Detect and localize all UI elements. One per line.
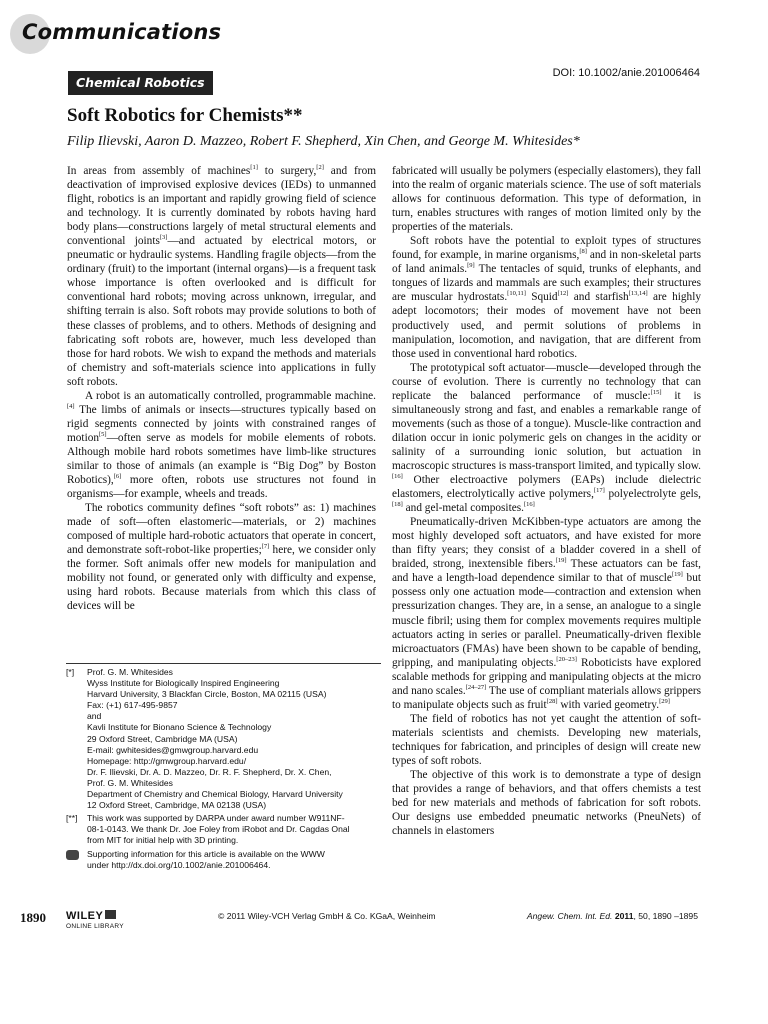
footnote-star-mark: [*] (66, 667, 75, 677)
body-column-right (392, 164, 701, 838)
citation-marker[interactable]: [16] (392, 473, 403, 481)
footnote-funding-text (87, 813, 381, 846)
footnote-line: Kavli Institute for Bionano Science & Technology (87, 722, 272, 733)
body-column-left (67, 164, 376, 614)
footnote-affiliation (66, 667, 381, 811)
footnote-line: from MIT for initial help with 3D printing. (87, 835, 239, 846)
citation-marker[interactable]: [19] (555, 557, 567, 565)
page-number: 1890 (20, 910, 46, 925)
citation-marker[interactable]: [6] (113, 473, 122, 481)
footnote-supporting-text (87, 849, 381, 871)
body-paragraph: The prototypical soft actuator—muscle—developed through the course of evolution. There is currently no technology that can replicate the balanced performance of muscle:[15] it is simultaneously strong and fast, and enables a remarkable range of movements (such as those of a tongue). Muscle-like contraction and dilation occur in ionic polymeric gels on changes in the acidity or salinity of a surrounding ionic solution, but actuation in macroscopic structures is mass-transport limited, and typically slow.[16] Other electroactive polymers (EAPs) include dielectric elastomers, electrolytically active polymers,[17] polyelectrolyte gels,[18] and gel-metal composites.[16] (392, 361, 701, 515)
journal-citation (527, 911, 698, 921)
wiley-logo-subtext: ONLINE LIBRARY (66, 923, 124, 930)
citation-marker[interactable]: [8] (579, 248, 587, 256)
footnote-rule (66, 663, 381, 664)
wiley-book-icon (105, 910, 116, 919)
journal-volume-pages: , 50, 1890 –1895 (633, 911, 698, 921)
journal-year: 2011 (614, 911, 634, 921)
supporting-info-icon (66, 849, 87, 871)
citation-marker[interactable]: [10,11] (507, 290, 526, 298)
article-authors: Filip Ilievski, Aaron D. Mazzeo, Robert F. Shepherd, Xin Chen, and George M. Whitesides* (67, 134, 580, 149)
citation-marker[interactable]: [4] (67, 403, 75, 411)
citation-marker[interactable]: [15] (650, 388, 662, 396)
citation-marker[interactable]: [12] (557, 290, 569, 298)
footnote-line: Dr. F. Ilievski, Dr. A. D. Mazzeo, Dr. R. F. Shepherd, Dr. X. Chen, (87, 766, 332, 777)
citation-marker[interactable]: [3] (159, 234, 168, 242)
wiley-logo (66, 906, 124, 930)
footnote-funding-mark: [**] (66, 813, 78, 824)
citation-marker[interactable]: [20–23] (556, 655, 577, 663)
footnote-line: This work was supported by DARPA under award number W911NF- (87, 813, 345, 824)
body-paragraph: The robotics community defines “soft robots” as: 1) machines made of soft—often elastomeric—materials, or 2) machines composed of multiple hard-robotic actuators that operate in concert, and demonstrate soft-robot-like properties;[7] here, we consider only the former. Soft animals offer new models for manipulation and mobility not found, or generated only with difficulty and expense, using hard robots. Because materials from which this class of devices will be (67, 502, 377, 613)
body-paragraph: The objective of this work is to demonstrate a type of design that provides a range of behaviors, and that offers chemists a test bed for new materials and methods of fabrication for soft robots. Our designs use embedded pneumatic networks (PneuNets) of channels in elastomers (392, 769, 701, 838)
citation-marker[interactable]: [18] (392, 501, 403, 509)
footnote-funding (66, 813, 381, 846)
citation-marker[interactable]: [13,14] (628, 290, 648, 298)
footnote-line: Wyss Institute for Biologically Inspired Engineering (87, 678, 280, 689)
footnote-line: 08-1-0143. We thank Dr. Joe Foley from iRobot and Dr. Cagdas Onal (87, 824, 350, 835)
wiley-logo-text: WILEY (66, 910, 104, 922)
citation-marker[interactable]: [7] (261, 543, 270, 551)
footnote-line: under http://dx.doi.org/10.1002/anie.201006464. (87, 859, 271, 870)
citation-marker[interactable]: [2] (316, 164, 324, 172)
footnote-line: Harvard University, 3 Blackfan Circle, Boston, MA 02115 (USA) (87, 689, 327, 700)
doi-text[interactable]: DOI: 10.1002/anie.201006464 (552, 67, 700, 79)
footnote-supporting-info (66, 849, 381, 871)
footnote-line: Supporting information for this article is available on the WWW (87, 848, 325, 859)
body-paragraph: The field of robotics has not yet caught the attention of soft-materials scientists and chemists. Developing new materials, techniques for fabrication, and principles of design will create new types of soft robots. (392, 712, 701, 767)
article-title: Soft Robotics for Chemists** (67, 105, 303, 126)
footnote-line: E-mail: gwhitesides@gmwgroup.harvard.edu (87, 744, 259, 755)
body-paragraph: Pneumatically-driven McKibben-type actuators are among the most highly developed soft actuators, and have existed for more than fifty years; they consist of a bladder covered in a shell of braided, strong, inextensible fibers.[19] These actuators can be fast, and have a length-load dependence similar to that of muscle[19] but possess only one actuation mode—contraction and extension when pressurization changes. They are, in a sense, an analogue to a single muscle fibril; using them for complex movements requires multiple actuators acting in series or parallel. Pneumatically-driven flexible microactuators (FMAs) have been shown to be capable of bending, gripping, and manipulating objects.[20–23] Roboticists have explored scalable methods for gripping and manipulating objects at the micro and nano scales.[24–27] The use of compliant materials allows grippers to manipulate objects such as fruit[28] with varied geometry.[29] (392, 516, 702, 711)
citation-marker[interactable]: [28] (546, 698, 558, 706)
citation-marker[interactable]: [16] (523, 501, 535, 509)
footnote-line: Prof. G. M. Whitesides (87, 777, 173, 788)
citation-marker[interactable]: [24–27] (465, 683, 487, 691)
body-paragraph: fabricated will usually be polymers (especially elastomers), they fall into the realm of organic materials science. The use of soft materials allows for continuous deformation. This type of deformation, in turn, enables structures with ranges of motion limited only by the properties of the materials. (392, 165, 701, 234)
section-heading: Communications (22, 20, 222, 44)
citation-marker[interactable]: [17] (593, 487, 605, 495)
footnote-line: Fax: (+1) 617-495-9857 (87, 700, 178, 711)
journal-name: Angew. Chem. Int. Ed. (526, 911, 613, 921)
footnote-line: 29 Oxford Street, Cambridge MA (USA) (87, 733, 238, 744)
footnote-line: 12 Oxford Street, Cambridge, MA 02138 (USA) (87, 800, 267, 811)
footnote-line: Homepage: http://gmwgroup.harvard.edu/ (87, 755, 247, 766)
body-paragraph: In areas from assembly of machines[1] to surgery,[2] and from deactivation of improvised explosive devices (IEDs) to unmanned flight, robotics is an important and rapidly growing field of science and technology. It is currently dominated by robots having hard body plans—constructions largely of metal structural elements and conventional joints[3]—and actuated by electrical motors, or pneumatic or hydraulic systems. Handling fragile objects—from the ordinary (fruit) to the important (internal organs)—is a frequent task whose importance is often overlooked and is difficult for conventional hard robots; moving across unknown, irregular, and shifting terrain is also. Soft robots may provide solutions to both of these classes of problems, and to others. Methods of designing and fabricating soft robots are, however, much less developed than those for hard robots. We wish to expand the methods and materials of chemistry and soft-materials science into applications in fully soft robots. (67, 164, 377, 388)
citation-marker[interactable]: [9] (467, 262, 475, 270)
citation-marker[interactable]: [1] (250, 164, 258, 172)
footnote-affiliation-text (87, 667, 381, 811)
citation-marker[interactable]: [5] (99, 431, 107, 439)
body-paragraph: A robot is an automatically controlled, programmable machine.[4] The limbs of animals or insects—structures typically based on rigid segments connected by joints with constrained ranges of motion[5]—often serve as models for mobile elements of robots. Although mobile hard robots sometimes have limb-like structures similar to those of animals (an example is “Big Dog” by Boston Robotics),[6] more often, robots use structures not found in organisms—for example, wheels and treads. (67, 389, 376, 501)
body-paragraph: Soft robots have the potential to exploit types of structures found, for example, in marine organisms,[8] and in non-skeletal parts of land animals.[9] The tentacles of squid, trunks of elephants, and tongues of lizards and mammals are such examples; their structures are muscular hydrostats.[10,11] Squid[12] and starfish[13,14] are highly adept locomotors; their modes of movement have not been productively used, and permit solutions of problems in manipulation, locomotion, and navigation, that are different from those used in conventional hard robotics. (392, 235, 701, 360)
footnote-line: Prof. G. M. Whitesides (87, 667, 173, 677)
citation-marker[interactable]: [29] (659, 698, 670, 706)
citation-marker[interactable]: [19] (671, 571, 683, 579)
copyright-text: © 2011 Wiley-VCH Verlag GmbH & Co. KGaA, Weinheim (218, 911, 436, 921)
category-badge: Chemical Robotics (68, 71, 213, 95)
footnotes (66, 663, 381, 871)
footnote-line: and (87, 711, 102, 722)
footnote-line: Department of Chemistry and Chemical Biology, Harvard University (87, 789, 343, 800)
